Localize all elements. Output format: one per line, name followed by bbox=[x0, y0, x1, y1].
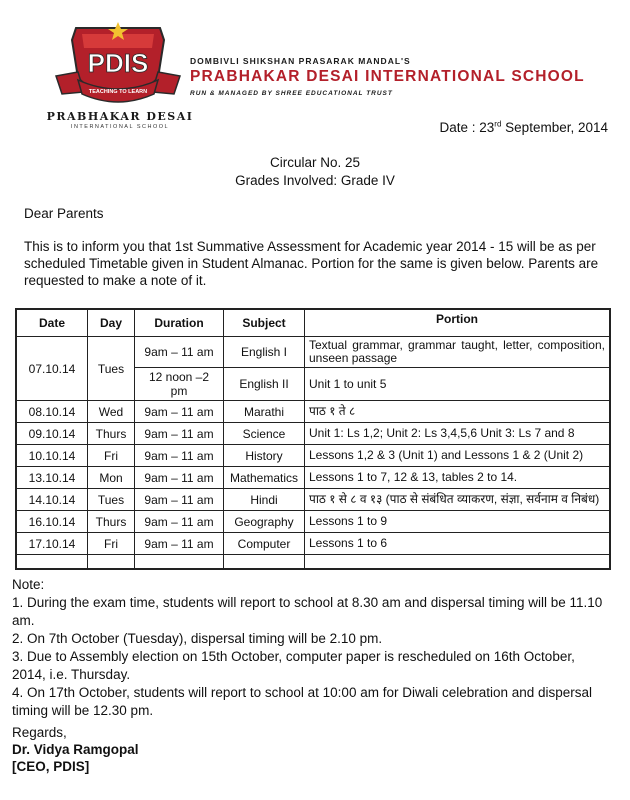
cell-portion: Lessons 1 to 7, 12 & 13, tables 2 to 14. bbox=[305, 467, 611, 489]
cell-date: 07.10.14 bbox=[16, 337, 88, 401]
organization-line: DOMBIVLI SHIKSHAN PRASARAK MANDAL'S bbox=[190, 56, 411, 66]
logo-text: PDIS bbox=[87, 48, 149, 78]
cell-portion: Unit 1: Ls 1,2; Unit 2: Ls 3,4,5,6 Unit 3: Ls 7 and 8 bbox=[305, 423, 611, 445]
table-row bbox=[16, 337, 610, 368]
letterhead bbox=[0, 0, 630, 140]
cell-date: 14.10.14 bbox=[16, 489, 88, 511]
column-header-day: Day bbox=[88, 309, 135, 337]
cell-day: Fri bbox=[88, 533, 135, 555]
cell-subject: Hindi bbox=[224, 489, 305, 511]
cell-duration: 9am – 11 am bbox=[135, 337, 224, 368]
cell-subject: English I bbox=[224, 337, 305, 368]
date-prefix: Date : 23 bbox=[439, 120, 495, 135]
column-header-duration: Duration bbox=[135, 309, 224, 337]
school-name: PRABHAKAR DESAI INTERNATIONAL SCHOOL bbox=[190, 68, 585, 85]
cell-subject: Marathi bbox=[224, 401, 305, 423]
column-header-subject: Subject bbox=[224, 309, 305, 337]
cell-day: Tues bbox=[88, 489, 135, 511]
intro-paragraph: This is to inform you that 1st Summative Assessment for Academic year 2014 - 15 will be as per scheduled Timetable given in Student Almanac. Portion for the same is given below. Parents are requested to make a note of it. bbox=[24, 239, 599, 288]
cell-date: 09.10.14 bbox=[16, 423, 88, 445]
column-header-date: Date bbox=[16, 309, 88, 337]
cell-date: 16.10.14 bbox=[16, 511, 88, 533]
cell-subject: History bbox=[224, 445, 305, 467]
cell-date: 08.10.14 bbox=[16, 401, 88, 423]
cell-subject: Mathematics bbox=[224, 467, 305, 489]
cell-duration: 9am – 11 am bbox=[135, 511, 224, 533]
note-item: 4. On 17th October, students will report to school at 10:00 am for Diwali celebration and dispersal timing will be 12.30 pm. bbox=[12, 685, 593, 718]
signatory-title: [CEO, PDIS] bbox=[12, 759, 90, 774]
regards-text: Regards, bbox=[12, 725, 67, 740]
signatory-name: Dr. Vidya Ramgopal bbox=[12, 742, 139, 757]
logo-ribbon-text: TEACHING TO LEARN bbox=[88, 89, 148, 95]
date-suffix: rd bbox=[494, 119, 502, 129]
circular-date bbox=[440, 120, 609, 135]
cell-duration: 9am – 11 am bbox=[135, 445, 224, 467]
logo-subcaption: INTERNATIONAL SCHOOL bbox=[70, 124, 170, 130]
circular-heading bbox=[0, 154, 630, 190]
note-item: 1. During the exam time, students will report to school at 8.30 am and dispersal timing will be 11.10 am. bbox=[12, 595, 603, 628]
logo-caption: PRABHAKAR DESAI bbox=[46, 110, 194, 123]
cell-subject: Science bbox=[224, 423, 305, 445]
grades-involved: Grades Involved: Grade IV bbox=[235, 173, 395, 188]
cell-portion: Unit 1 to unit 5 bbox=[305, 368, 611, 401]
greeting: Dear Parents bbox=[24, 206, 104, 221]
cell-duration: 12 noon –2 pm bbox=[135, 368, 224, 401]
cell-day: Tues bbox=[88, 337, 135, 401]
table-row bbox=[16, 511, 610, 533]
exam-timetable bbox=[15, 308, 611, 570]
cell-portion: Textual grammar, grammar taught, letter, composition, unseen passage bbox=[305, 337, 611, 368]
table-header-row bbox=[16, 309, 610, 337]
cell-day: Thurs bbox=[88, 511, 135, 533]
table-row bbox=[16, 467, 610, 489]
table-row bbox=[16, 401, 610, 423]
circular-number: Circular No. 25 bbox=[269, 155, 361, 170]
cell-duration: 9am – 11 am bbox=[135, 533, 224, 555]
note-item: 2. On 7th October (Tuesday), dispersal timing will be 2.10 pm. bbox=[12, 631, 383, 646]
notes-section bbox=[12, 576, 612, 720]
cell-day: Thurs bbox=[88, 423, 135, 445]
note-title: Note: bbox=[12, 577, 45, 592]
table-row bbox=[16, 445, 610, 467]
cell-day: Fri bbox=[88, 445, 135, 467]
table-row bbox=[16, 423, 610, 445]
table-row-empty bbox=[16, 555, 610, 569]
cell-day: Mon bbox=[88, 467, 135, 489]
cell-duration: 9am – 11 am bbox=[135, 489, 224, 511]
cell-subject: Computer bbox=[224, 533, 305, 555]
cell-duration: 9am – 11 am bbox=[135, 467, 224, 489]
signoff bbox=[12, 724, 139, 775]
note-item: 3. Due to Assembly election on 15th October, computer paper is rescheduled on 16th October, 2014, i.e. Thursday. bbox=[12, 649, 575, 682]
cell-date: 13.10.14 bbox=[16, 467, 88, 489]
cell-day: Wed bbox=[88, 401, 135, 423]
cell-date: 17.10.14 bbox=[16, 533, 88, 555]
date-rest: September, 2014 bbox=[501, 120, 608, 135]
cell-duration: 9am – 11 am bbox=[135, 423, 224, 445]
cell-duration: 9am – 11 am bbox=[135, 401, 224, 423]
cell-portion: Lessons 1 to 6 bbox=[305, 533, 611, 555]
table-row bbox=[16, 533, 610, 555]
cell-subject: English II bbox=[224, 368, 305, 401]
cell-subject: Geography bbox=[224, 511, 305, 533]
column-header-portion: Portion bbox=[305, 309, 611, 337]
trust-line: RUN & MANAGED BY SHREE EDUCATIONAL TRUST bbox=[190, 90, 393, 97]
cell-portion: Lessons 1 to 9 bbox=[305, 511, 611, 533]
cell-date: 10.10.14 bbox=[16, 445, 88, 467]
cell-portion: Lessons 1,2 & 3 (Unit 1) and Lessons 1 & 2 (Unit 2) bbox=[305, 445, 611, 467]
table-row bbox=[16, 489, 610, 511]
cell-portion: पाठ १ से ८ व १३ (पाठ से संबंधित व्याकरण, संज्ञा, सर्वनाम व निबंध) bbox=[305, 489, 611, 511]
cell-portion: पाठ १ ते ८ bbox=[305, 401, 611, 423]
